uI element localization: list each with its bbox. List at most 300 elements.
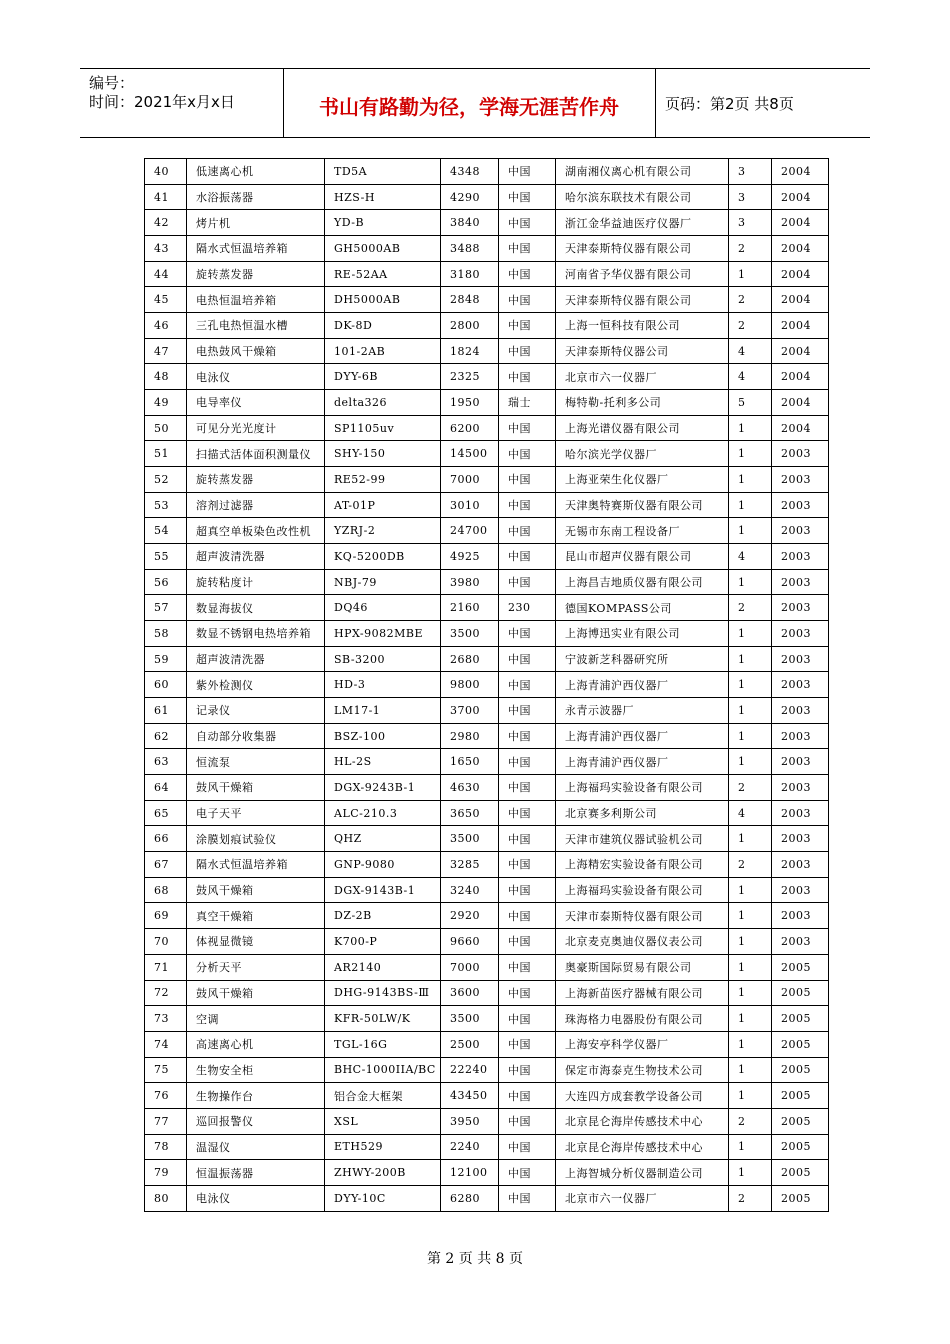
- price-cell: 14500: [441, 441, 499, 467]
- country-cell: 中国: [499, 698, 556, 724]
- year-cell: 2005: [772, 1160, 829, 1186]
- item-name-cell: 数显不锈钢电热培养箱: [187, 621, 325, 647]
- table-row: [145, 749, 829, 775]
- table-row: [145, 826, 829, 852]
- quantity-cell: 2: [729, 236, 772, 262]
- row-number-cell: 47: [145, 338, 187, 364]
- price-cell: 6200: [441, 415, 499, 441]
- item-name-cell: 自动部分收集器: [187, 723, 325, 749]
- price-cell: 3950: [441, 1108, 499, 1134]
- table-row: [145, 261, 829, 287]
- year-cell: 2003: [772, 621, 829, 647]
- model-cell: YZRJ-2: [325, 518, 441, 544]
- table-row: [145, 390, 829, 416]
- year-cell: 2003: [772, 492, 829, 518]
- table-row: [145, 338, 829, 364]
- price-cell: 43450: [441, 1083, 499, 1109]
- quantity-cell: 1: [729, 698, 772, 724]
- model-cell: DZ-2B: [325, 903, 441, 929]
- quantity-cell: 1: [729, 1006, 772, 1032]
- table-row: [145, 210, 829, 236]
- item-name-cell: 鼓风干燥箱: [187, 877, 325, 903]
- item-name-cell: 旋转蒸发器: [187, 467, 325, 493]
- quantity-cell: 1: [729, 569, 772, 595]
- item-name-cell: 隔水式恒温培养箱: [187, 236, 325, 262]
- item-name-cell: 低速离心机: [187, 159, 325, 185]
- item-name-cell: 超声波清洗器: [187, 646, 325, 672]
- year-cell: 2003: [772, 467, 829, 493]
- price-cell: 3500: [441, 1006, 499, 1032]
- model-cell: BHC-1000IIA/BC: [325, 1057, 441, 1083]
- year-cell: 2003: [772, 749, 829, 775]
- manufacturer-cell: 天津泰斯特仪器有限公司: [556, 236, 729, 262]
- country-cell: 中国: [499, 749, 556, 775]
- item-name-cell: 电热鼓风干燥箱: [187, 338, 325, 364]
- model-cell: 铝合金大框架: [325, 1083, 441, 1109]
- country-cell: 中国: [499, 313, 556, 339]
- manufacturer-cell: 昆山市超声仪器有限公司: [556, 544, 729, 570]
- country-cell: 中国: [499, 415, 556, 441]
- table-row: [145, 287, 829, 313]
- quantity-cell: 2: [729, 1108, 772, 1134]
- price-cell: 6280: [441, 1185, 499, 1211]
- code-label: 编号：: [89, 74, 135, 92]
- country-cell: 中国: [499, 980, 556, 1006]
- price-cell: 3285: [441, 852, 499, 878]
- row-number-cell: 52: [145, 467, 187, 493]
- row-number-cell: 71: [145, 954, 187, 980]
- table-row: [145, 723, 829, 749]
- country-cell: 中国: [499, 852, 556, 878]
- price-cell: 3010: [441, 492, 499, 518]
- quantity-cell: 2: [729, 595, 772, 621]
- manufacturer-cell: 上海安亭科学仪器厂: [556, 1031, 729, 1057]
- table-row: [145, 595, 829, 621]
- price-cell: 2160: [441, 595, 499, 621]
- model-cell: DGX-9143B-1: [325, 877, 441, 903]
- year-cell: 2004: [772, 287, 829, 313]
- country-cell: 中国: [499, 877, 556, 903]
- item-name-cell: 恒温振荡器: [187, 1160, 325, 1186]
- year-cell: 2004: [772, 390, 829, 416]
- price-cell: 3180: [441, 261, 499, 287]
- quantity-cell: 1: [729, 877, 772, 903]
- model-cell: AR2140: [325, 954, 441, 980]
- year-cell: 2003: [772, 672, 829, 698]
- country-cell: 中国: [499, 467, 556, 493]
- model-cell: DHG-9143BS-Ⅲ: [325, 980, 441, 1006]
- price-cell: 3500: [441, 826, 499, 852]
- model-cell: DQ46: [325, 595, 441, 621]
- item-name-cell: 恒流泵: [187, 749, 325, 775]
- row-number-cell: 72: [145, 980, 187, 1006]
- quantity-cell: 1: [729, 749, 772, 775]
- country-cell: 中国: [499, 184, 556, 210]
- row-number-cell: 77: [145, 1108, 187, 1134]
- item-name-cell: 水浴振荡器: [187, 184, 325, 210]
- item-name-cell: 旋转粘度计: [187, 569, 325, 595]
- table-row: [145, 1160, 829, 1186]
- manufacturer-cell: 保定市海泰克生物技术公司: [556, 1057, 729, 1083]
- country-cell: 中国: [499, 800, 556, 826]
- country-cell: 中国: [499, 903, 556, 929]
- model-cell: TGL-16G: [325, 1031, 441, 1057]
- row-number-cell: 48: [145, 364, 187, 390]
- model-cell: BSZ-100: [325, 723, 441, 749]
- quantity-cell: 1: [729, 826, 772, 852]
- price-cell: 1950: [441, 390, 499, 416]
- country-cell: 中国: [499, 1185, 556, 1211]
- quantity-cell: 1: [729, 467, 772, 493]
- year-cell: 2004: [772, 236, 829, 262]
- manufacturer-cell: 上海福玛实验设备有限公司: [556, 877, 729, 903]
- page-footer: 第 2 页 共 8 页: [426, 1251, 524, 1267]
- year-cell: 2003: [772, 852, 829, 878]
- item-name-cell: 溶剂过滤器: [187, 492, 325, 518]
- table-row: [145, 672, 829, 698]
- year-cell: 2003: [772, 826, 829, 852]
- manufacturer-cell: 永青示波器厂: [556, 698, 729, 724]
- quantity-cell: 3: [729, 184, 772, 210]
- quantity-cell: 4: [729, 364, 772, 390]
- item-name-cell: 超声波清洗器: [187, 544, 325, 570]
- year-cell: 2004: [772, 415, 829, 441]
- item-name-cell: 电泳仪: [187, 1185, 325, 1211]
- model-cell: TD5A: [325, 159, 441, 185]
- row-number-cell: 41: [145, 184, 187, 210]
- manufacturer-cell: 宁波新芝科器研究所: [556, 646, 729, 672]
- table-row: [145, 1083, 829, 1109]
- table-row: [145, 415, 829, 441]
- quantity-cell: 1: [729, 261, 772, 287]
- quantity-cell: 1: [729, 929, 772, 955]
- year-cell: 2003: [772, 595, 829, 621]
- item-name-cell: 温湿仪: [187, 1134, 325, 1160]
- year-cell: 2005: [772, 980, 829, 1006]
- year-cell: 2003: [772, 518, 829, 544]
- manufacturer-cell: 湖南湘仪离心机有限公司: [556, 159, 729, 185]
- manufacturer-cell: 上海青浦沪西仪器厂: [556, 749, 729, 775]
- model-cell: NBJ-79: [325, 569, 441, 595]
- row-number-cell: 65: [145, 800, 187, 826]
- item-name-cell: 电热恒温培养箱: [187, 287, 325, 313]
- table-row: [145, 903, 829, 929]
- item-name-cell: 记录仪: [187, 698, 325, 724]
- year-cell: 2003: [772, 646, 829, 672]
- price-cell: 4290: [441, 184, 499, 210]
- row-number-cell: 69: [145, 903, 187, 929]
- manufacturer-cell: 北京市六一仪器厂: [556, 364, 729, 390]
- time-label: 时间：2021年x月x日: [89, 93, 235, 111]
- row-number-cell: 57: [145, 595, 187, 621]
- price-cell: 1650: [441, 749, 499, 775]
- row-number-cell: 64: [145, 775, 187, 801]
- table-row: [145, 1006, 829, 1032]
- model-cell: SP1105uv: [325, 415, 441, 441]
- quantity-cell: 2: [729, 287, 772, 313]
- model-cell: GH5000AB: [325, 236, 441, 262]
- item-name-cell: 电泳仪: [187, 364, 325, 390]
- header-left-cell: [80, 69, 284, 137]
- row-number-cell: 51: [145, 441, 187, 467]
- table-row: [145, 1134, 829, 1160]
- row-number-cell: 66: [145, 826, 187, 852]
- quantity-cell: 2: [729, 313, 772, 339]
- row-number-cell: 63: [145, 749, 187, 775]
- row-number-cell: 70: [145, 929, 187, 955]
- manufacturer-cell: 无锡市东南工程设备厂: [556, 518, 729, 544]
- quantity-cell: 3: [729, 159, 772, 185]
- item-name-cell: 空调: [187, 1006, 325, 1032]
- price-cell: 12100: [441, 1160, 499, 1186]
- model-cell: AT-01P: [325, 492, 441, 518]
- manufacturer-cell: 天津泰斯特仪器有限公司: [556, 287, 729, 313]
- quantity-cell: 4: [729, 338, 772, 364]
- model-cell: KFR-50LW/K: [325, 1006, 441, 1032]
- manufacturer-cell: 河南省予华仪器有限公司: [556, 261, 729, 287]
- quantity-cell: 2: [729, 1185, 772, 1211]
- country-cell: 中国: [499, 261, 556, 287]
- manufacturer-cell: 北京麦克奥迪仪器仪表公司: [556, 929, 729, 955]
- table-row: [145, 236, 829, 262]
- row-number-cell: 74: [145, 1031, 187, 1057]
- item-name-cell: 鼓风干燥箱: [187, 775, 325, 801]
- row-number-cell: 75: [145, 1057, 187, 1083]
- country-cell: 中国: [499, 826, 556, 852]
- model-cell: delta326: [325, 390, 441, 416]
- country-cell: 中国: [499, 159, 556, 185]
- price-cell: 9660: [441, 929, 499, 955]
- model-cell: HPX-9082MBE: [325, 621, 441, 647]
- table-row: [145, 980, 829, 1006]
- table-row: [145, 364, 829, 390]
- manufacturer-cell: 大连四方成套教学设备公司: [556, 1083, 729, 1109]
- item-name-cell: 隔水式恒温培养箱: [187, 852, 325, 878]
- table-row: [145, 184, 829, 210]
- page-indicator: 页码：第2页 共8页: [665, 95, 794, 113]
- price-cell: 2920: [441, 903, 499, 929]
- manufacturer-cell: 天津泰斯特仪器公司: [556, 338, 729, 364]
- table-row: [145, 569, 829, 595]
- price-cell: 2500: [441, 1031, 499, 1057]
- quantity-cell: 1: [729, 1031, 772, 1057]
- quantity-cell: 1: [729, 1160, 772, 1186]
- model-cell: ETH529: [325, 1134, 441, 1160]
- manufacturer-cell: 天津市建筑仪器试验机公司: [556, 826, 729, 852]
- year-cell: 2005: [772, 1083, 829, 1109]
- row-number-cell: 80: [145, 1185, 187, 1211]
- page-header: [80, 68, 870, 138]
- row-number-cell: 45: [145, 287, 187, 313]
- row-number-cell: 44: [145, 261, 187, 287]
- country-cell: 中国: [499, 621, 556, 647]
- header-middle-cell: [283, 69, 656, 137]
- quantity-cell: 1: [729, 903, 772, 929]
- manufacturer-cell: 上海亚荣生化仪器厂: [556, 467, 729, 493]
- item-name-cell: 紫外检测仪: [187, 672, 325, 698]
- row-number-cell: 62: [145, 723, 187, 749]
- price-cell: 3980: [441, 569, 499, 595]
- table-row: [145, 1108, 829, 1134]
- model-cell: RE-52AA: [325, 261, 441, 287]
- row-number-cell: 53: [145, 492, 187, 518]
- price-cell: 2680: [441, 646, 499, 672]
- quantity-cell: 1: [729, 954, 772, 980]
- manufacturer-cell: 奥豪斯国际贸易有限公司: [556, 954, 729, 980]
- country-cell: 中国: [499, 210, 556, 236]
- model-cell: HD-3: [325, 672, 441, 698]
- country-cell: 中国: [499, 954, 556, 980]
- model-cell: DYY-10C: [325, 1185, 441, 1211]
- country-cell: 中国: [499, 1083, 556, 1109]
- model-cell: GNP-9080: [325, 852, 441, 878]
- country-cell: 中国: [499, 929, 556, 955]
- year-cell: 2004: [772, 338, 829, 364]
- manufacturer-cell: 上海青浦沪西仪器厂: [556, 723, 729, 749]
- row-number-cell: 76: [145, 1083, 187, 1109]
- table-row: [145, 698, 829, 724]
- item-name-cell: 巡回报警仪: [187, 1108, 325, 1134]
- year-cell: 2003: [772, 441, 829, 467]
- row-number-cell: 54: [145, 518, 187, 544]
- item-name-cell: 烤片机: [187, 210, 325, 236]
- price-cell: 2325: [441, 364, 499, 390]
- table-row: [145, 313, 829, 339]
- quantity-cell: 4: [729, 544, 772, 570]
- country-cell: 中国: [499, 338, 556, 364]
- year-cell: 2004: [772, 313, 829, 339]
- model-cell: SHY-150: [325, 441, 441, 467]
- price-cell: 1824: [441, 338, 499, 364]
- table-row: [145, 646, 829, 672]
- year-cell: 2004: [772, 364, 829, 390]
- quantity-cell: 5: [729, 390, 772, 416]
- manufacturer-cell: 上海博迅实业有限公司: [556, 621, 729, 647]
- country-cell: 中国: [499, 646, 556, 672]
- table-row: [145, 800, 829, 826]
- price-cell: 9800: [441, 672, 499, 698]
- country-cell: 中国: [499, 1057, 556, 1083]
- quantity-cell: 1: [729, 1083, 772, 1109]
- quantity-cell: 1: [729, 492, 772, 518]
- model-cell: DK-8D: [325, 313, 441, 339]
- row-number-cell: 58: [145, 621, 187, 647]
- row-number-cell: 50: [145, 415, 187, 441]
- table-row: [145, 1185, 829, 1211]
- model-cell: ZHWY-200B: [325, 1160, 441, 1186]
- year-cell: 2003: [772, 544, 829, 570]
- price-cell: 3600: [441, 980, 499, 1006]
- quantity-cell: 1: [729, 980, 772, 1006]
- item-name-cell: 涂膜划痕试验仪: [187, 826, 325, 852]
- model-cell: DH5000AB: [325, 287, 441, 313]
- manufacturer-cell: 北京赛多利斯公司: [556, 800, 729, 826]
- model-cell: DYY-6B: [325, 364, 441, 390]
- item-name-cell: 数显海拔仪: [187, 595, 325, 621]
- country-cell: 中国: [499, 364, 556, 390]
- quantity-cell: 1: [729, 441, 772, 467]
- model-cell: RE52-99: [325, 467, 441, 493]
- year-cell: 2005: [772, 1031, 829, 1057]
- country-cell: 瑞士: [499, 390, 556, 416]
- model-cell: KQ-5200DB: [325, 544, 441, 570]
- country-cell: 中国: [499, 1006, 556, 1032]
- model-cell: K700-P: [325, 929, 441, 955]
- table-row: [145, 877, 829, 903]
- item-name-cell: 生物操作台: [187, 1083, 325, 1109]
- item-name-cell: 三孔电热恒温水槽: [187, 313, 325, 339]
- country-cell: 中国: [499, 672, 556, 698]
- table-row: [145, 852, 829, 878]
- item-name-cell: 真空干燥箱: [187, 903, 325, 929]
- equipment-table-body: [145, 159, 829, 1212]
- motto-text: 书山有路勤为径，学海无涯苦作舟: [319, 95, 619, 119]
- row-number-cell: 67: [145, 852, 187, 878]
- manufacturer-cell: 浙江金华益迪医疗仪器厂: [556, 210, 729, 236]
- year-cell: 2005: [772, 1185, 829, 1211]
- quantity-cell: 2: [729, 775, 772, 801]
- table-row: [145, 518, 829, 544]
- price-cell: 22240: [441, 1057, 499, 1083]
- equipment-table: [144, 158, 829, 1212]
- country-cell: 中国: [499, 569, 556, 595]
- model-cell: 101-2AB: [325, 338, 441, 364]
- country-cell: 中国: [499, 544, 556, 570]
- row-number-cell: 68: [145, 877, 187, 903]
- year-cell: 2005: [772, 1006, 829, 1032]
- table-row: [145, 159, 829, 185]
- quantity-cell: 1: [729, 621, 772, 647]
- quantity-cell: 2: [729, 852, 772, 878]
- price-cell: 7000: [441, 954, 499, 980]
- year-cell: 2005: [772, 1057, 829, 1083]
- row-number-cell: 61: [145, 698, 187, 724]
- year-cell: 2003: [772, 800, 829, 826]
- item-name-cell: 高速离心机: [187, 1031, 325, 1057]
- country-cell: 中国: [499, 1134, 556, 1160]
- model-cell: QHZ: [325, 826, 441, 852]
- manufacturer-cell: 天津市泰斯特仪器有限公司: [556, 903, 729, 929]
- price-cell: 3240: [441, 877, 499, 903]
- year-cell: 2004: [772, 184, 829, 210]
- year-cell: 2003: [772, 775, 829, 801]
- price-cell: 2800: [441, 313, 499, 339]
- item-name-cell: 电子天平: [187, 800, 325, 826]
- item-name-cell: 旋转蒸发器: [187, 261, 325, 287]
- year-cell: 2003: [772, 723, 829, 749]
- model-cell: HL-2S: [325, 749, 441, 775]
- row-number-cell: 40: [145, 159, 187, 185]
- manufacturer-cell: 德国KOMPASS公司: [556, 595, 729, 621]
- model-cell: DGX-9243B-1: [325, 775, 441, 801]
- year-cell: 2004: [772, 210, 829, 236]
- table-row: [145, 441, 829, 467]
- year-cell: 2003: [772, 569, 829, 595]
- country-cell: 中国: [499, 492, 556, 518]
- model-cell: XSL: [325, 1108, 441, 1134]
- manufacturer-cell: 天津奥特赛斯仪器有限公司: [556, 492, 729, 518]
- table-row: [145, 467, 829, 493]
- country-cell: 中国: [499, 518, 556, 544]
- model-cell: LM17-1: [325, 698, 441, 724]
- manufacturer-cell: 北京市六一仪器厂: [556, 1185, 729, 1211]
- table-row: [145, 775, 829, 801]
- table-row: [145, 1031, 829, 1057]
- year-cell: 2004: [772, 261, 829, 287]
- manufacturer-cell: 上海新苗医疗器械有限公司: [556, 980, 729, 1006]
- price-cell: 2848: [441, 287, 499, 313]
- model-cell: ALC-210.3: [325, 800, 441, 826]
